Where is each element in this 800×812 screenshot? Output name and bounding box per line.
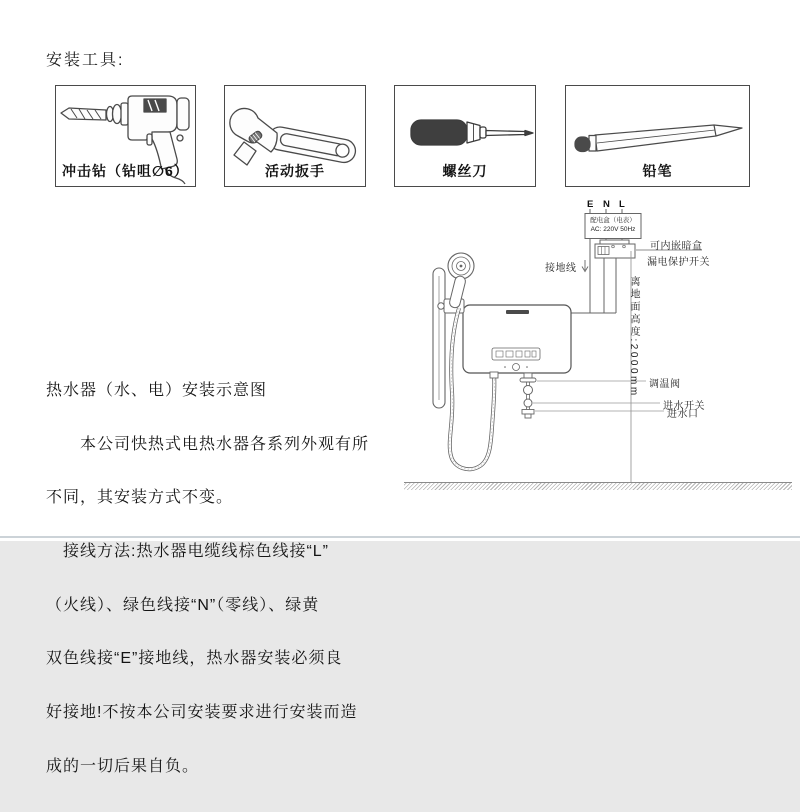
inlet-switch-label: 进水开关 — [663, 401, 705, 412]
inlet-port-label: 进水口 — [667, 409, 699, 420]
tool-card-screwdriver — [394, 85, 536, 187]
ground-line — [404, 482, 792, 490]
tool-card-pencil — [565, 85, 750, 187]
tool-card-impact-drill — [55, 85, 196, 187]
instructions-line: 成的一切后果自负。 — [46, 757, 200, 775]
instructions-line: 不同，其安装方式不变。 — [46, 489, 234, 507]
leakage-switch-label: 漏电保护开关 — [647, 257, 710, 268]
brand-logo — [506, 310, 529, 314]
terminal-label-e: E — [587, 199, 594, 210]
installation-instructions — [46, 346, 402, 812]
tool-label-screwdriver: 螺丝刀 — [442, 163, 488, 179]
ground-wire-label: 接地线 — [545, 263, 577, 274]
down-arrow-icon — [582, 260, 588, 272]
distribution-box-line1: 配电盒（电表） — [590, 217, 636, 224]
temp-valve-label: 调温阀 — [649, 379, 681, 390]
instructions-line: 热水器（水、电）安装示意图 — [46, 381, 268, 399]
tool-label-wrench: 活动扳手 — [265, 163, 325, 179]
instructions-line: 接线方法:热水器电缆线棕色线接“L” — [46, 542, 330, 560]
tools-section-title: 安装工具: — [46, 52, 125, 69]
page-bottom-rule — [0, 536, 800, 538]
height-from-ground-label: 离地面高度:2000mm — [628, 276, 639, 398]
tool-label-impact-drill: 冲击钻（钻咀∅6） — [62, 163, 189, 179]
terminal-label-n: N — [603, 199, 610, 210]
installation-diagram — [398, 190, 800, 500]
instructions-line: 本公司快热式电热水器各系列外观有所 — [46, 435, 370, 453]
tool-label-pencil: 铅笔 — [642, 163, 673, 179]
instructions-line: 好接地!不按本公司安装要求进行安装而造 — [46, 704, 358, 722]
instructions-line: 双色线接“E”接地线，热水器安装必须良 — [46, 650, 343, 668]
distribution-box-line2: AC: 220V 50Hz — [590, 225, 636, 233]
terminal-label-l: L — [619, 199, 625, 210]
tool-card-wrench — [224, 85, 366, 187]
concealed-box-label: 可内嵌暗盒 — [650, 241, 703, 252]
instructions-line: （火线）、绿色线接“N”（零线）、绿黄 — [46, 596, 320, 614]
distribution-box-text — [586, 217, 640, 234]
